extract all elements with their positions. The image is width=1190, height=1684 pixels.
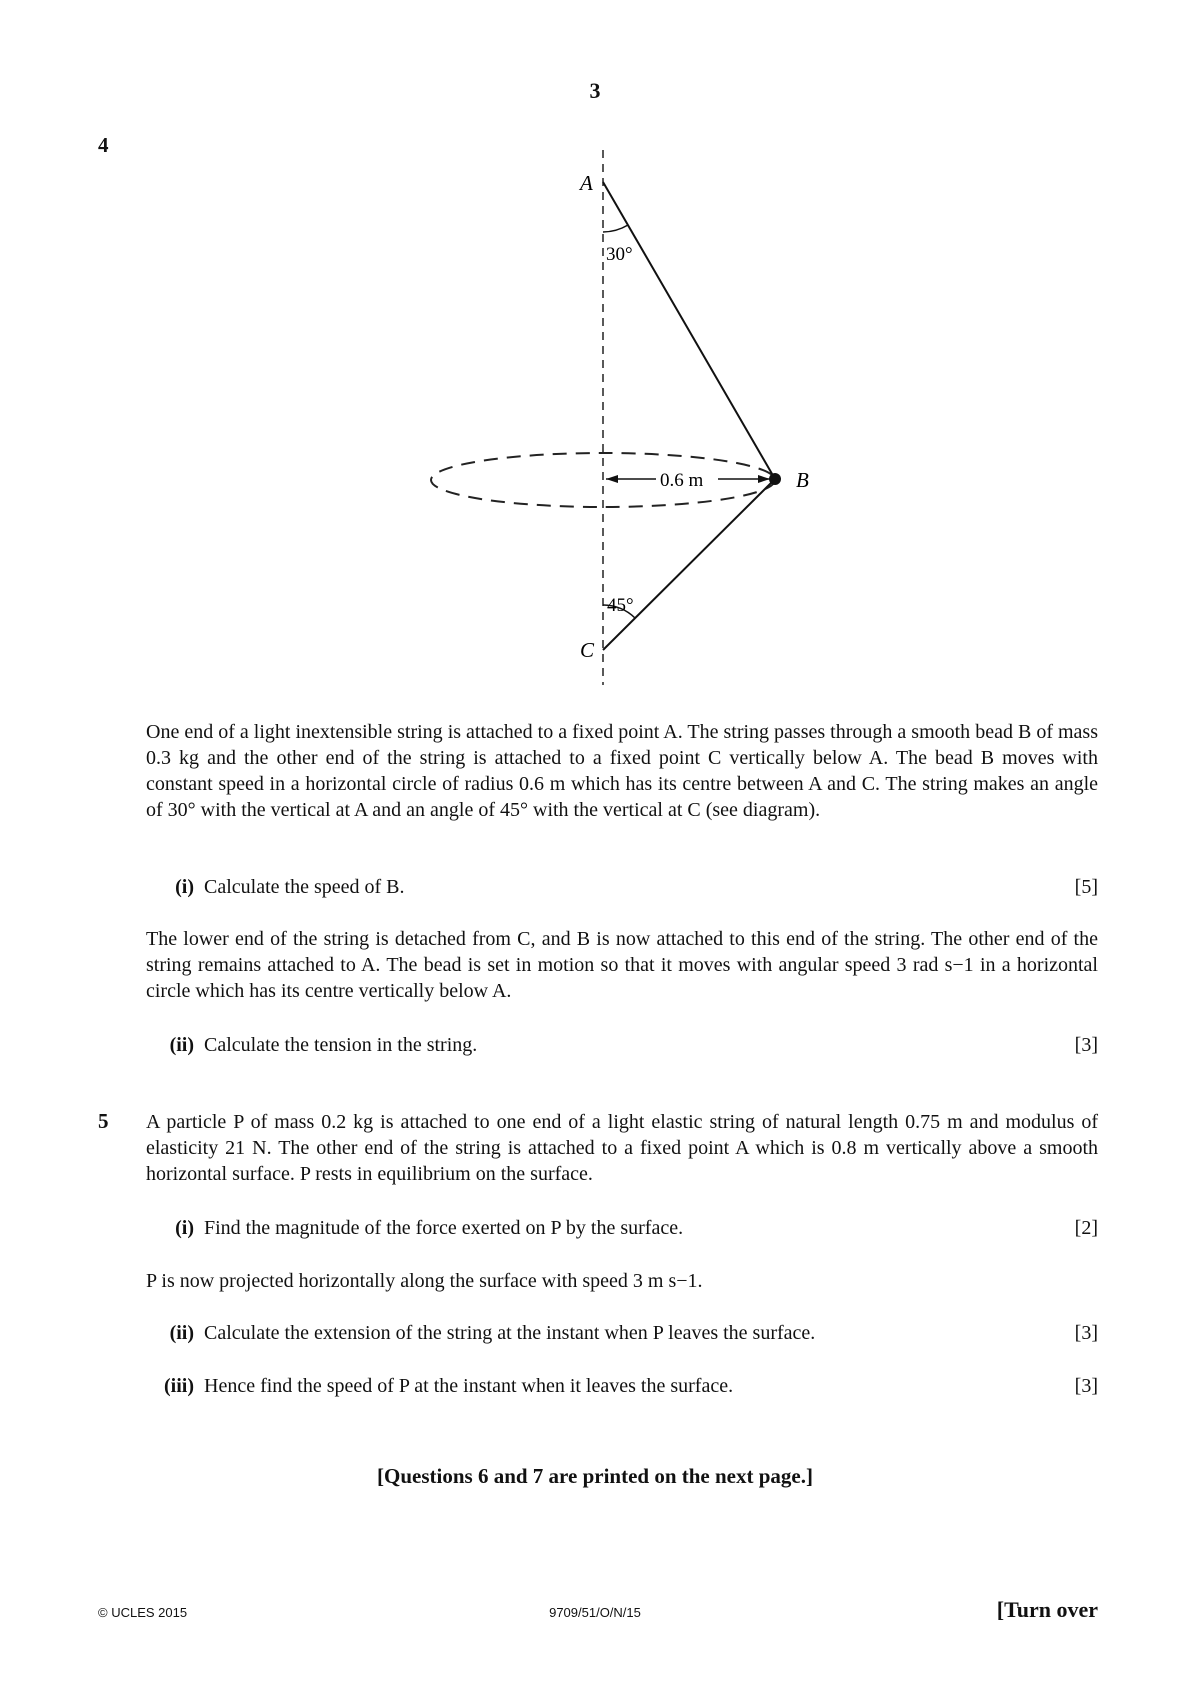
part-text: Calculate the speed of B. [204,876,405,898]
part-marks: [5] [1074,876,1098,898]
label-b: B [796,468,809,492]
radius-arrowhead-right [758,475,770,483]
label-angle-45: 45° [607,595,634,616]
part-marks: [2] [1074,1217,1098,1239]
question-4-diagram [0,0,1190,700]
string-bc [603,479,775,650]
question-4-middle: The lower end of the string is detached from C, and B is now attached to this end of the string. The other end of the string remains attached to A. The bead is set in motion so that it moves with angular speed 3 rad s−1 in a horizontal circle which has its centre vertically below A. [146,928,1098,1002]
part-text: Find the magnitude of the force exerted on P by the surface. [204,1217,684,1239]
radius-arrowhead-left [606,475,618,483]
part-marks: [3] [1074,1322,1098,1344]
question-5-part-iii [146,1373,1098,1399]
part-marks: [3] [1074,1034,1098,1056]
footer-turn-over: [Turn over [996,1597,1098,1622]
bead-b [769,473,781,485]
footer-code: 9709/51/O/N/15 [549,1605,641,1620]
part-label: (i) [175,876,194,898]
part-label: (iii) [164,1375,194,1397]
question-5-middle: P is now projected horizontally along the surface with speed 3 m s−1. [146,1270,703,1292]
string-ab [603,182,775,479]
question-4-part-ii [146,1032,1098,1058]
question-4-part-i [146,874,1098,900]
question-5-part-i [146,1215,1098,1241]
label-c: C [580,638,595,662]
question-4-number: 4 [98,133,109,157]
footer-copyright: © UCLES 2015 [98,1605,188,1620]
label-a: A [580,171,593,195]
page-number: 3 [589,78,601,103]
part-text: Calculate the extension of the string at the instant when P leaves the surface. [204,1322,816,1344]
question-5-intro: A particle P of mass 0.2 kg is attached to one end of a light elastic string of natural length 0.75 m and modulus of elasticity 21 N. The other end of the string is attached to a fixed point A which is 0.8 m vertically above a smooth horizontal surface. P rests in equilibrium on the surface. [146,1111,1098,1185]
next-page-note: [Questions 6 and 7 are printed on the next page.] [377,1464,813,1488]
question-5-part-ii [146,1320,1098,1346]
part-marks: [3] [1074,1375,1098,1397]
question-5-number: 5 [98,1109,109,1133]
part-label: (i) [175,1217,194,1239]
part-text: Calculate the tension in the string. [204,1034,478,1056]
label-radius: 0.6 m [660,470,704,491]
angle-arc-30 [603,225,628,232]
part-text: Hence find the speed of P at the instant when it leaves the surface. [204,1375,734,1397]
part-label: (ii) [169,1322,194,1344]
part-label: (ii) [169,1034,194,1056]
label-angle-30: 30° [606,244,633,265]
question-4-intro: One end of a light inextensible string is attached to a fixed point A. The string passes through a smooth bead B of mass 0.3 kg and the other end of the string is attached to a fixed point C vertically below A. The bead B moves with constant speed in a horizontal circle of radius 0.6 m which has its centre between A and C. The string makes an angle of 30° with the vertical at A and an angle of 45° with the vertical at C (see diagram). [146,721,1098,821]
